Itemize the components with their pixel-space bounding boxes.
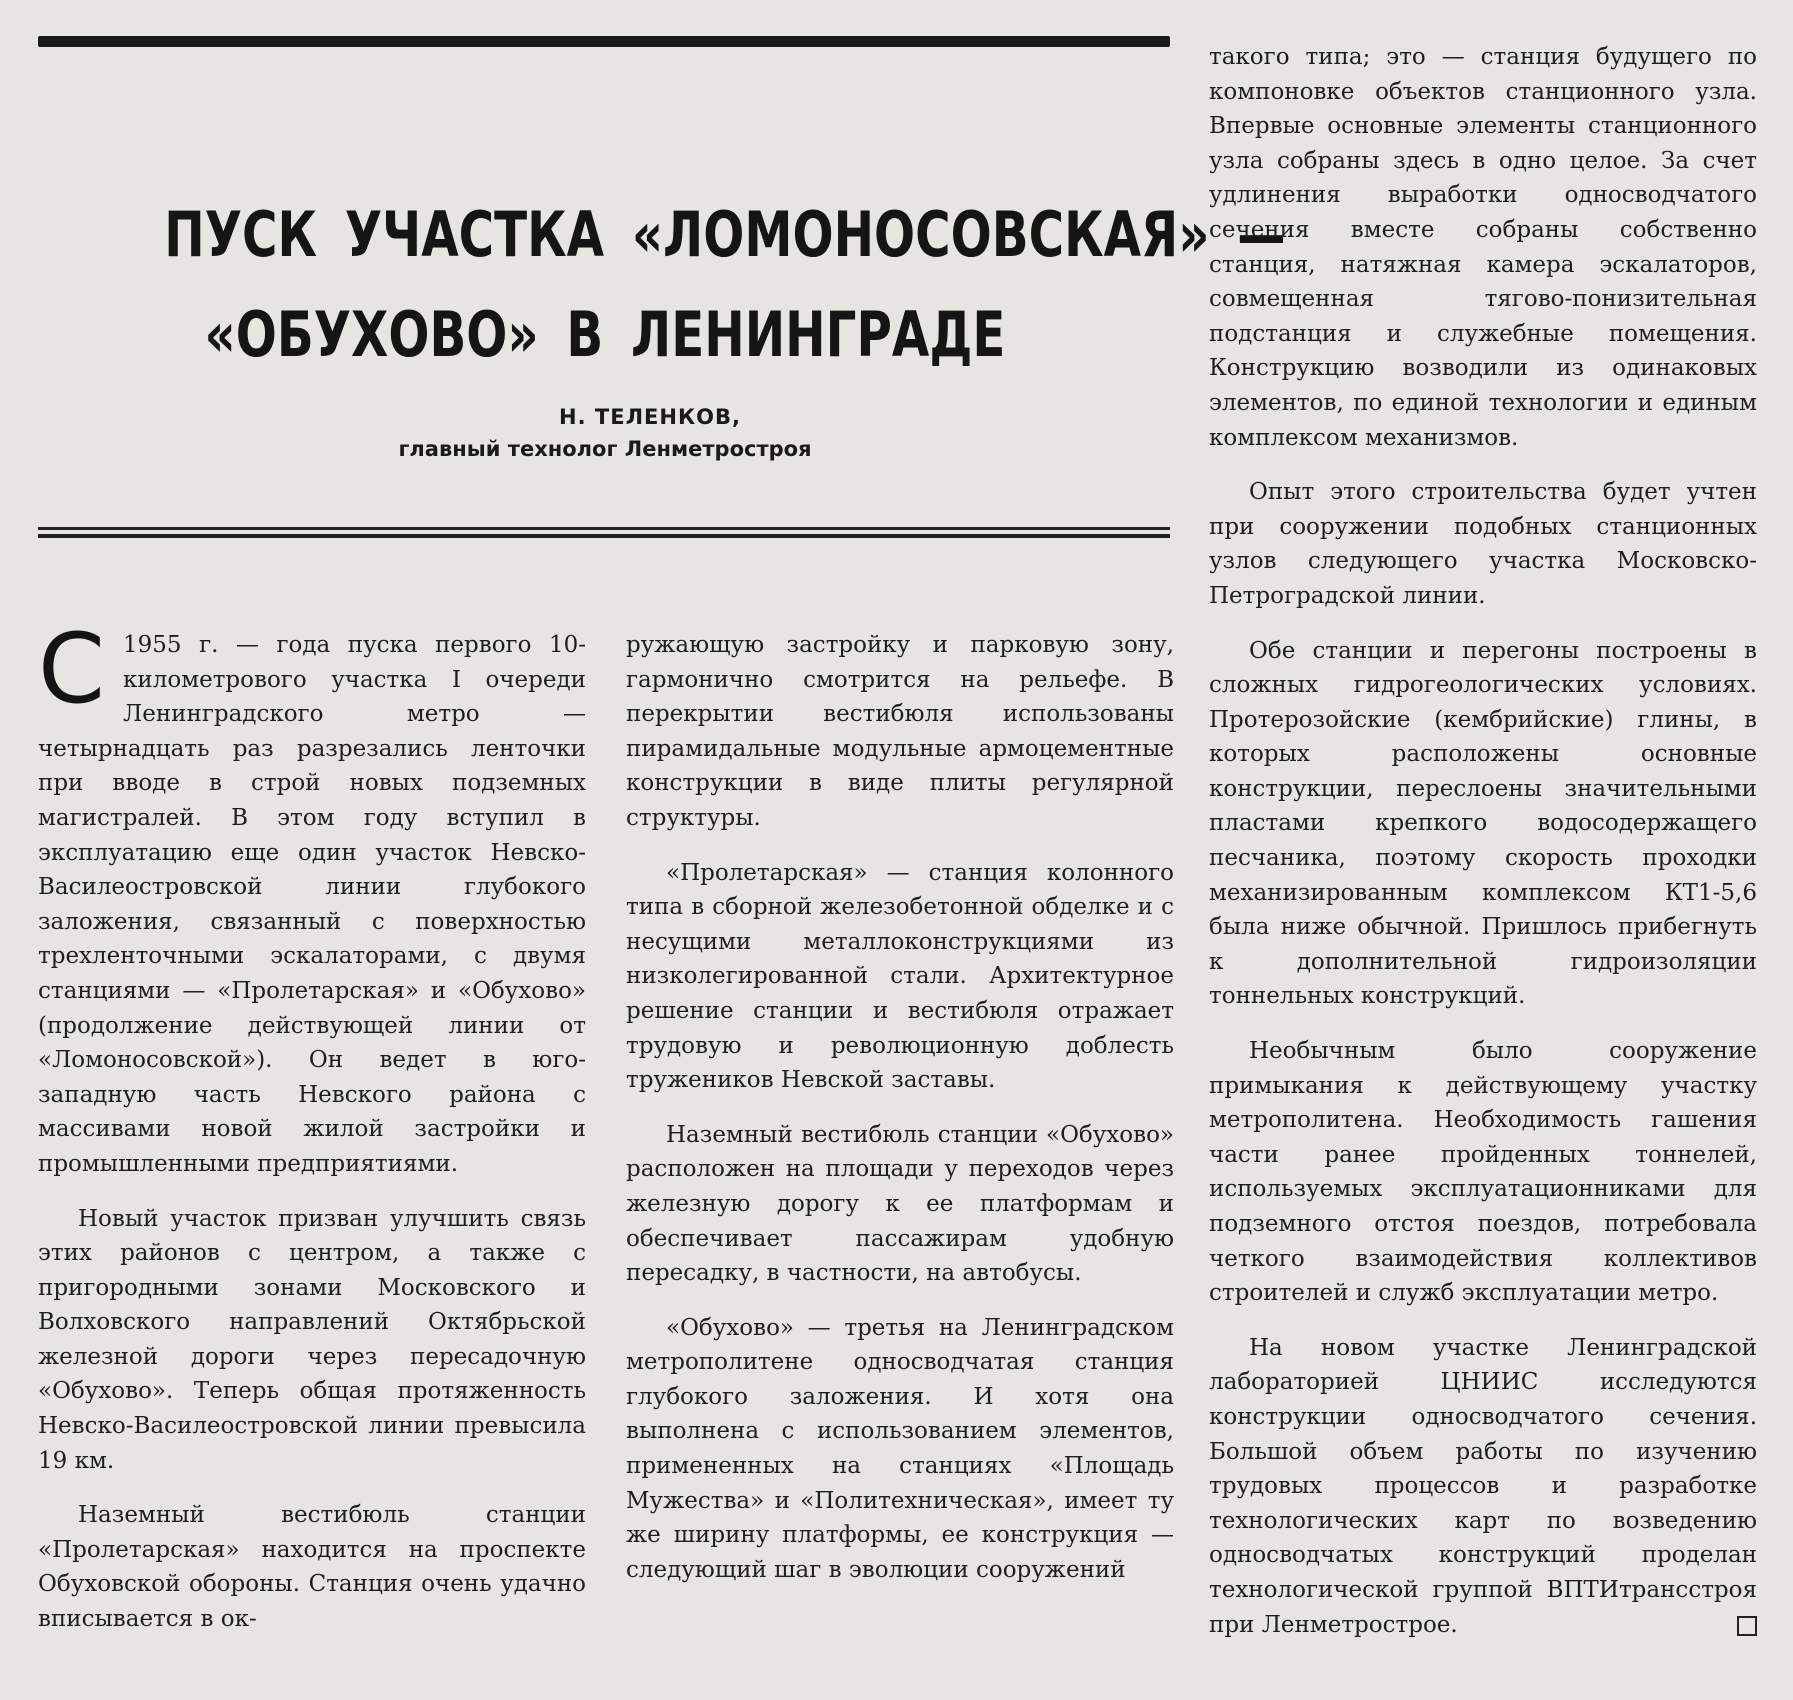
title-divider <box>38 527 1170 540</box>
drop-cap: С <box>38 613 106 725</box>
column-3 <box>1209 40 1757 1662</box>
title-line-2: «ОБУХОВО» В ЛЕНИНГРАДЕ <box>204 298 1006 371</box>
column-1 <box>38 613 586 1657</box>
paragraph: Новый участок призван улучшить связь этих районов с центром, а также с пригородными зонами Московского и Волховского направлений Октябрьской железной дороги через пересадочную «Обухово». Теперь общая протяженность Невско-Василеостровской линии превысила 19 км. <box>38 1205 586 1474</box>
paragraph: Опыт этого строительства будет учтен при сооружении подобных станционных узлов следующего участка Московско-Петроградской линии. <box>1209 479 1757 609</box>
paragraph: Обе станции и перегоны построены в сложных гидрогеологических условиях. Протерозойские (кембрийские) глины, в которых расположены основные конструкции, переслоены значительными пластами крепкого водосодержащего песчаника, поэтому скорость проходки механизированным комплексом КТ1-5,6 была ниже обычной. Пришлось прибегнуть к дополнительной гидроизоляции тоннельных конструкций. <box>1209 637 1757 1010</box>
paragraph <box>1209 1331 1757 1642</box>
end-square-icon <box>1737 1616 1757 1636</box>
paragraph: «Пролетарская» — станция колонного типа в сборной железобетонной обделке и с несущими металлоконструкциями из низколегированной стали. Архитектурное решение станции и вестибюля отражает трудовую и революционную доблесть тружеников Невской заставы. <box>626 859 1174 1094</box>
author-name: Н. ТЕЛЕНКОВ, <box>559 405 741 429</box>
byline <box>40 401 1170 465</box>
header-rule <box>38 36 1170 47</box>
title-line-1: ПУСК УЧАСТКА «ЛОМОНОСОВСКАЯ» — <box>164 198 1286 271</box>
paragraph: «Обухово» — третья на Ленинградском метрополитене односводчатая станция глубокого заложения. И хотя она выполнена с использованием элементов, примененных на станциях «Площадь Мужества» и «Политехническая», имеет ту же ширину платформы, ее конструкция — следующий шаг в эволюции сооружений <box>626 1314 1174 1583</box>
paragraph: Наземный вестибюль станции «Пролетарская» находится на проспекте Обуховской обороны. Станция очень удачно вписывается в ок- <box>38 1502 586 1633</box>
column-2 <box>626 628 1174 1607</box>
paragraph-text: 1955 г. — года пуска первого 10-километрового участка I очереди Ленинградского метро — четырнадцать раз разрезались ленточки при вводе в строй новых подземных магистралей. В этом году вступил в эксплуатацию еще один участок Невско-Василеостровской линии глубокого заложения, связанный с поверхностью трехленточными эскалаторами, с двумя станциями — «Пролетарская» и «Обухово» (продолжение действующей линии от «Ломоносовской»). Он ведет в юго-западную часть Невского района с массивами новой жилой застройки и промышленными предприятиями. <box>38 632 586 1177</box>
paragraph-text: На новом участке Ленинградской лабораторией ЦНИИС исследуются конструкции односводчатого сечения. Большой объем работы по изучению трудовых процессов и разработке технологических карт по возведению односводчатых конструкций проделан технологической группой ВПТИтрансстроя при Ленметрострое. <box>1209 1334 1757 1638</box>
paragraph: такого типа; это — станция будущего по компоновке объектов станционного узла. Впервые основные элементы станционного узла собраны здесь в одно целое. За счет удлинения выработки односводчатого сечения вместе собраны собственно станция, натяжная камера эскалаторов, совмещенная тягово-понизительная подстанция и служебные помещения. Конструкцию возводили из одинаковых элементов, по единой технологии и единым комплексом механизмов. <box>1209 44 1757 451</box>
paragraph: ружающую застройку и парковую зону, гармонично смотрится на рельефе. В перекрытии вестибюля использованы пирамидальные модульные армоцементные конструкции в виде плиты регулярной структуры. <box>626 632 1174 831</box>
divider-line-top <box>38 527 1170 530</box>
author-role: главный технолог Ленметростроя <box>398 437 812 461</box>
article-title <box>164 185 1286 385</box>
divider-line-bottom <box>38 534 1170 538</box>
paragraph <box>38 613 586 1182</box>
paragraph: Необычным было сооружение примыкания к действующему участку метрополитена. Необходимость гашения части ранее пройденных тоннелей, используемых эксплуатационниками для подземного отстоя поездов, потребовала четкого взаимодействия коллективов строителей и служб эксплуатации метро. <box>1209 1038 1757 1307</box>
paragraph: Наземный вестибюль станции «Обухово» расположен на площади у переходов через железную дорогу к ее платформам и обеспечивает пассажирам удобную пересадку, в частности, на автобусы. <box>626 1121 1174 1287</box>
